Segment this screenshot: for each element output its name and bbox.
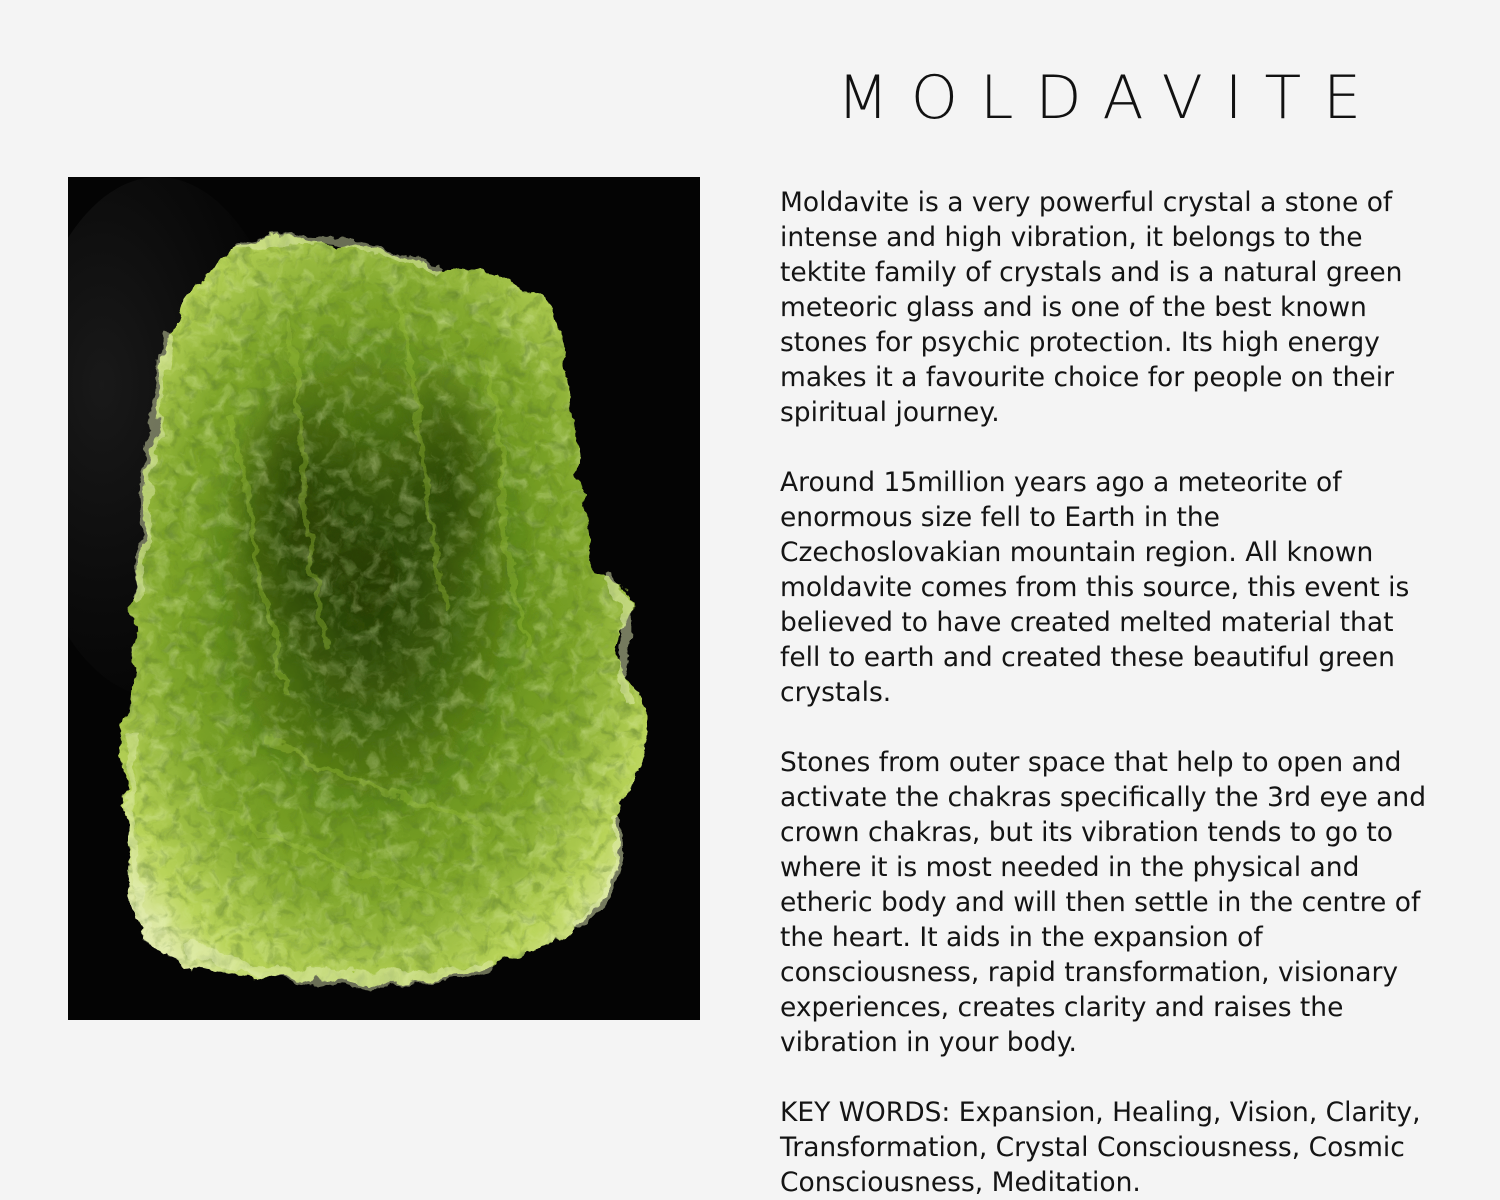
description-paragraph-2: Around 15million years ago a meteorite of enormous size fell to Earth in the Czechoslovakian mountain region. All known moldavite comes from this source, this event is believed to have created melted material that fell to earth and created these beautiful green crystals. — [780, 467, 1410, 708]
key-words: KEY WORDS: Expansion, Healing, Vision, Clarity, Transformation, Crystal Consciousness, Cosmic Consciousness, Meditation. — [780, 1097, 1421, 1198]
description — [780, 185, 1430, 1200]
moldavite-crystal-image — [68, 177, 700, 1020]
description-paragraph-1: Moldavite is a very powerful crystal a stone of intense and high vibration, it belongs to the tektite family of crystals and is a natural green meteoric glass and is one of the best known stones for psychic protection. Its high energy makes it a favourite choice for people on their spiritual journey. — [780, 187, 1403, 428]
description-paragraph-3: Stones from outer space that help to open and activate the chakras specifically the 3rd eye and crown chakras, but its vibration tends to go to where it is most needed in the physical and etheric body and will then settle in the centre of the heart. It aids in the expansion of consciousness, rapid transformation, visionary experiences, creates clarity and raises the vibration in your body. — [780, 747, 1427, 1058]
moldavite-photo — [68, 177, 700, 1020]
page-title: MOLDAVITE — [836, 63, 1384, 133]
